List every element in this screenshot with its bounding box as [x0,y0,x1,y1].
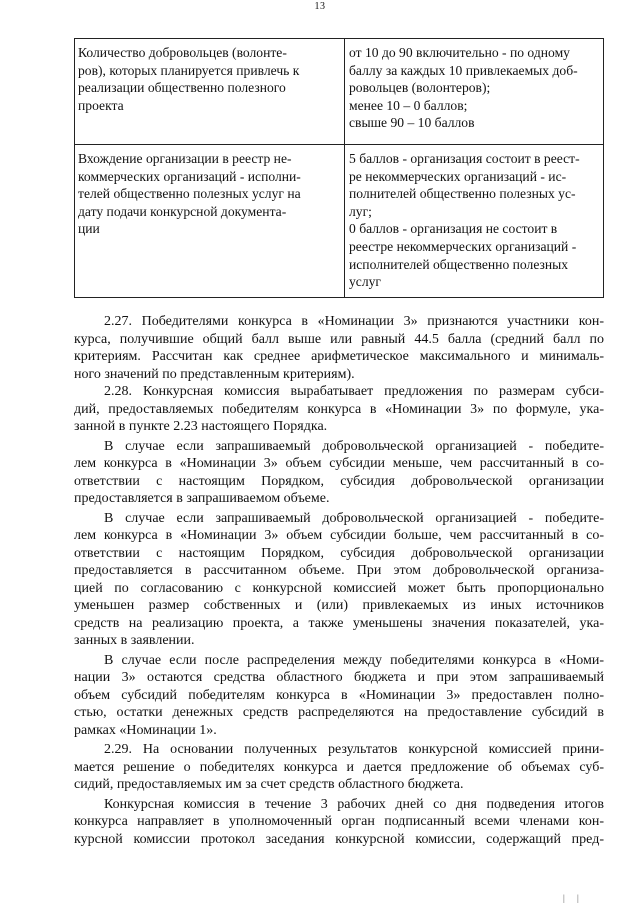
text-line: курса, получившие общий балл выше или равный 44.5 балла (средний балл по [74,331,604,347]
table-row [75,39,604,145]
text-line: предоставляется в рассчитанном объеме. При этом добровольческой организа- [74,563,604,578]
text-line: Вхождение организации в реестр не- [78,151,292,166]
text-line: Конкурсная комиссия в течение 3 рабочих дней со дня подведения итогов [104,796,604,812]
text-line: Количество добровольцев (волонте- [78,45,287,60]
criteria-table [74,38,604,298]
paragraph-more-than [74,510,604,650]
text-line: ров), которых планируется привлечь к [78,62,300,78]
text-line: 0 баллов - организация не состоит в [349,221,558,237]
text-line: нации 3» остаются средства областного бюджета и при этом запрашиваемый [74,670,604,685]
text-line: ровольцев (волонтеров); [349,80,491,96]
text-line: исполнителей общественно полезных [349,256,569,272]
text-line: предоставляется в запрашиваемом объеме. [74,491,330,506]
paragraph-2-27 [74,313,604,383]
text-line: 2.27. Победителями конкурса в «Номинации 3» признаются участники кон- [104,314,604,329]
text-line: объем субсидий победителям конкурса в «Номинации 3» предоставлен полно- [74,687,604,703]
text-line: дий, предоставляемых победителям конкурса в «Номинации 3» по формуле, ука- [74,401,604,417]
text-line: реализации общественно полезного [78,80,286,96]
text-line: ции [78,221,100,237]
text-line: занных в заявлении. [74,633,195,648]
text-line: ре некоммерческих организаций - ис- [349,168,567,184]
text-line: рамках «Номинации 1». [74,722,217,738]
page-number: 13 [314,1,326,12]
text-line: В случае если после распределения между победителями конкурса в «Номи- [104,652,604,668]
text-line: цией по согласованию с конкурсной комиссией может быть пропорционально [74,580,604,596]
text-line: полнителей общественно полезных ус- [349,186,576,202]
text-line: луг; [349,203,372,219]
scoring-cell [345,145,604,298]
text-line: свыше 90 – 10 баллов [349,115,475,131]
text-line: В случае если запрашиваемый добровольческой организацией - победите- [104,438,604,454]
paragraph-2-29 [74,741,604,794]
text-line: ного значений по представленным критериям). [74,366,355,382]
paragraph-less-than [74,438,604,508]
text-line: коммерческих организаций - исполни- [78,168,301,184]
text-line: от 10 до 90 включительно - по одному [349,45,570,60]
text-line: менее 10 – 0 баллов; [349,97,468,113]
text-line: лем конкурса в «Номинации 3» объем субсидии меньше, чем рассчитанный в со- [74,456,604,471]
text-line: В случае если запрашиваемый добровольческой организацией - победите- [104,510,604,526]
text-line: лем конкурса в «Номинации 3» объем субсидии больше, чем рассчитанный в со- [74,528,604,543]
criterion-cell [75,145,345,298]
text-line: услуг [349,274,381,290]
paragraph-2-28 [74,383,604,436]
text-line: курсной комиссии протокол заседания конкурсной комиссии, содержащий пред- [74,831,604,847]
text-line: баллу за каждых 10 привлекаемых доб- [349,62,578,78]
text-line: ответствии с настоящим Порядком, субсидия добровольческой организации [74,545,604,561]
text-line: критериям. Рассчитан как среднее арифметическое максимального и минималь- [74,349,604,364]
text-line: сидий, предоставляемых им за счет средств областного бюджета. [74,777,464,792]
footer-mark: | | [563,893,584,903]
text-line: реестре некоммерческих организаций - [349,238,577,254]
text-line: мается решение о победителях конкурса и дается предложение об объемах суб- [74,759,604,775]
text-line: 5 баллов - организация состоит в реест- [349,151,580,166]
text-line: 2.29. На основании полученных результатов конкурсной комиссией прини- [104,742,604,757]
text-line: дату подачи конкурсной документа- [78,203,287,219]
text-line: стью, остатки денежных средств распределяются на предоставление субсидий в [74,705,604,720]
text-line: конкурса направляет в уполномоченный орган подписанный всеми членами кон- [74,814,604,829]
text-line: занной в пункте 2.23 настоящего Порядка. [74,419,328,434]
text-line: ответствии с настоящим Порядком, субсидия добровольческой организации [74,473,604,489]
body-text [74,313,604,848]
scoring-cell [345,39,604,145]
table-row [75,145,604,298]
text-line: телей общественно полезных услуг на [78,186,301,202]
text-line: 2.28. Конкурсная комиссия вырабатывает предложения по размерам субси- [104,384,604,399]
text-line: уменьшен размер собственных и (или) привлекаемых из иных источников [74,598,604,613]
text-line: средств на реализацию проекта, а также уменьшены значения показателей, ука- [74,615,604,631]
paragraph-commission-protocol [74,796,604,849]
text-line: проекта [78,97,124,113]
paragraph-remaining-funds [74,652,604,740]
criterion-cell [75,39,345,145]
